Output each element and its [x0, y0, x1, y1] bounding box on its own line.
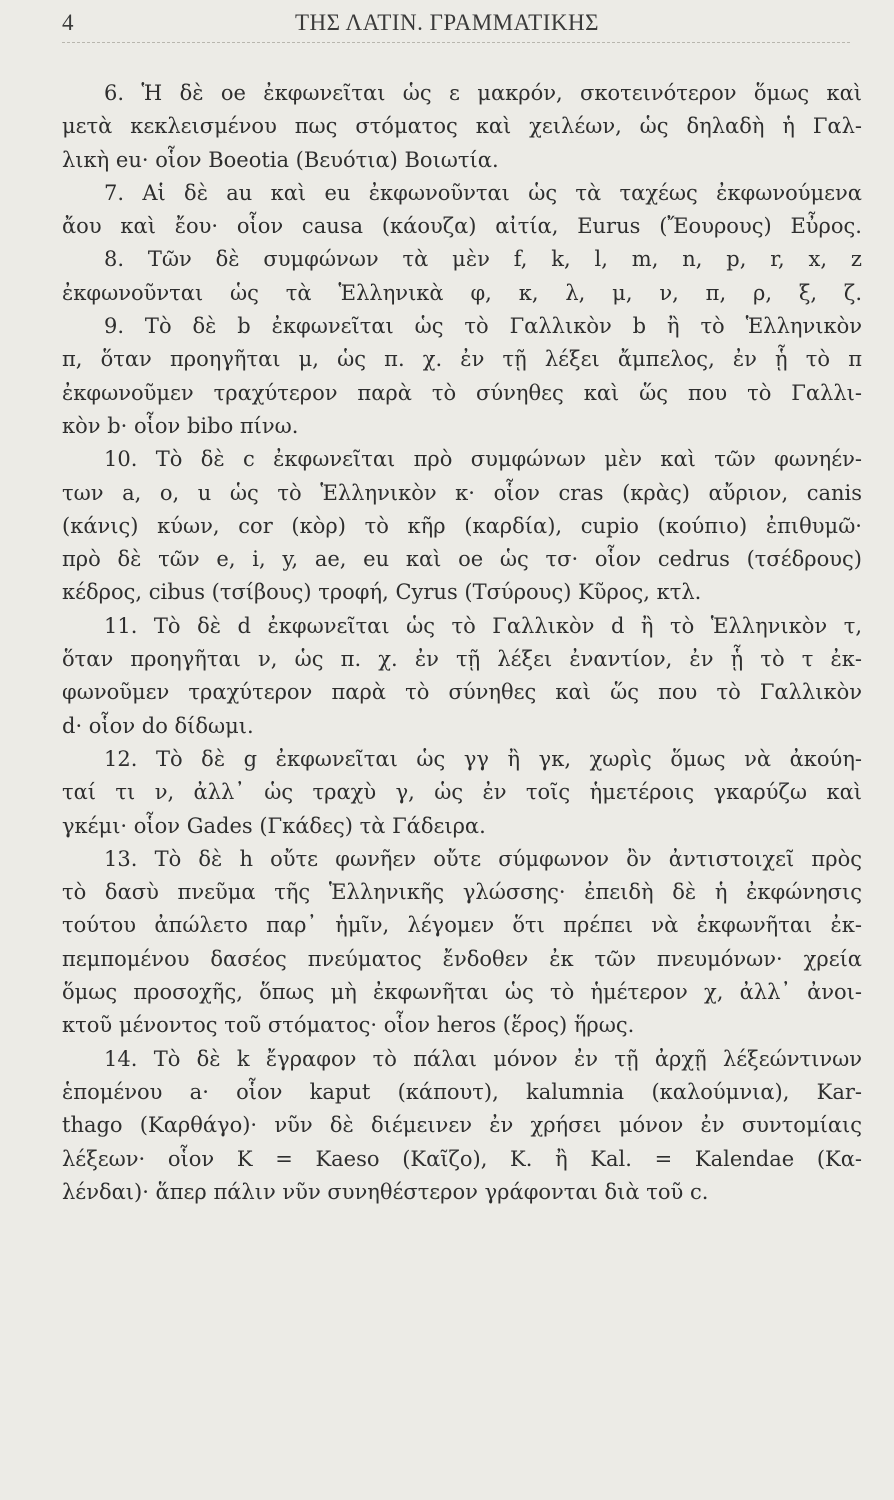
- page-number: 4: [62, 10, 74, 35]
- text-line: κέδρος, cibus (τσίβους) τροφή, Cyrus (Τσύρους) Κῦρος, κτλ.: [62, 580, 702, 605]
- text-line: 8. Τῶν δὲ συμφώνων τὰ μὲν f, k, l, m, n, p, r, x, z: [104, 247, 862, 272]
- text-line: 7. Αἱ δὲ au καὶ eu ἐκφωνοῦνται ὡς τὰ ταχέως ἐκφωνούμενα: [104, 180, 862, 205]
- text-line: ταί τι ν, ἀλλ᾽ ὡς τραχὺ γ, ὡς ἐν τοῖς ἡμετέροις γκαρύζω καὶ: [62, 780, 862, 805]
- text-line: λικὴ eu· οἷον Boeotia (Βευότια) Βοιωτία.: [62, 147, 499, 172]
- text-line: λένδαι)· ἅπερ πάλιν νῦν συνηθέστερον γράφονται διὰ τοῦ c.: [62, 1179, 709, 1204]
- text-line: thago (Καρθάγο)· νῦν δὲ διέμεινεν ἐν χρήσει μόνον ἐν συντομίαις: [62, 1113, 862, 1138]
- text-line: 13. Τὸ δὲ h οὔτε φωνῆεν οὔτε σύμφωνον ὂν ἀντιστοιχεῖ πρὸς: [104, 846, 862, 871]
- text-line: φωνοῦμεν τραχύτερον παρὰ τὸ σύνηθες καὶ ὥς που τὸ Γαλλικὸν: [62, 680, 862, 705]
- text-line: 14. Τὸ δὲ k ἔγραφον τὸ πάλαι μόνον ἐν τῇ ἀρχῇ λέξεώντινων: [104, 1046, 862, 1071]
- text-line: πεμπομένου δασέος πνεύματος ἔνδοθεν ἐκ τῶν πνευμόνων· χρεία: [62, 946, 862, 971]
- text-line: 6. Ἡ δὲ oe ἐκφωνεῖται ὡς ε μακρόν, σκοτεινότερον ὅμως καὶ: [104, 81, 862, 105]
- header-rule: [62, 42, 850, 43]
- text-line: 11. Τὸ δὲ d ἐκφωνεῖται ὡς τὸ Γαλλικὸν d ἢ τὸ Ἑλληνικὸν τ,: [104, 613, 862, 638]
- text-line: τὸ δασὺ πνεῦμα τῆς Ἑλληνικῆς γλώσσης· ἐπειδὴ δὲ ἡ ἐκφώνησις: [62, 880, 862, 905]
- text-line: των a, o, u ὡς τὸ Ἑλληνικὸν κ· οἷον cras (κρὰς) αὔριον, canis: [62, 480, 862, 505]
- text-line: 9. Τὸ δὲ b ἐκφωνεῖται ὡς τὸ Γαλλικὸν b ἢ τὸ Ἑλληνικὸν: [104, 314, 862, 339]
- text-line: ὅταν προηγῆται ν, ὡς π. χ. ἐν τῇ λέξει ἐναντίον, ἐν ᾗ τὸ τ ἐκ-: [62, 647, 862, 672]
- text-line: γκέμι· οἷον Gades (Γκάδες) τὰ Γάδειρα.: [62, 813, 486, 838]
- running-title: ΤΗΣ ΛΑΤΙΝ. ΓΡΑΜΜΑΤΙΚΗΣ: [294, 10, 599, 35]
- text-line: πρὸ δὲ τῶν e, i, y, ae, eu καὶ oe ὡς τσ· οἷον cedrus (τσέδρους): [62, 547, 862, 572]
- text-line: π, ὅταν προηγῆται μ, ὡς π. χ. ἐν τῇ λέξει ἄμπελος, ἐν ᾗ τὸ π: [62, 347, 862, 372]
- text-line: 10. Τὸ δὲ c ἐκφωνεῖται πρὸ συμφώνων μὲν καὶ τῶν φωνηέν-: [104, 447, 862, 472]
- text-line: ἐκφωνοῦμεν τραχύτερον παρὰ τὸ σύνηθες καὶ ὥς που τὸ Γαλλι-: [62, 380, 862, 405]
- text-line: τούτου ἀπώλετο παρ᾽ ἡμῖν, λέγομεν ὅτι πρέπει νὰ ἐκφωνῆται ἐκ-: [62, 913, 862, 938]
- text-line: κτοῦ μένοντος τοῦ στόματος· οἷον heros (ἕρος) ἥρως.: [62, 1013, 635, 1038]
- text-line: ὅμως προσοχῆς, ὅπως μὴ ἐκφωνῆται ὡς τὸ ἡμέτερον χ, ἀλλ᾽ ἀνοι-: [62, 980, 862, 1005]
- text-line: 12. Τὸ δὲ g ἐκφωνεῖται ὡς γγ ἢ γκ, χωρὶς ὅμως νὰ ἀκούη-: [104, 746, 862, 771]
- page-header: [0, 6, 894, 40]
- text-line: ἄου καὶ ἔου· οἷον causa (κάουζα) αἰτία, Eurus (Ἔουρους) Εὖρος.: [62, 214, 862, 239]
- body-text: [62, 77, 862, 1209]
- text-line: ἑπομένου a· οἷον kaput (κάπουτ), kalumnia (καλούμνια), Kar-: [62, 1079, 862, 1104]
- text-line: λέξεων· οἷον K = Kaeso (Καῖζο), K. ἢ Kal. = Kalendae (Κα-: [62, 1146, 862, 1171]
- text-line: κὸν b· οἷον bibo πίνω.: [62, 413, 299, 438]
- text-line: (κάνις) κύων, cor (κὸρ) τὸ κῆρ (καρδία), cupio (κούπιο) ἐπιθυμῶ·: [62, 513, 862, 538]
- text-line: μετὰ κεκλεισμένου πως στόματος καὶ χειλέων, ὡς δηλαδὴ ἡ Γαλ-: [62, 114, 862, 139]
- text-line: ἐκφωνοῦνται ὡς τὰ Ἑλληνικὰ φ, κ, λ, μ, ν, π, ρ, ξ, ζ.: [62, 280, 862, 305]
- text-line: d· οἷον do δίδωμι.: [62, 713, 254, 738]
